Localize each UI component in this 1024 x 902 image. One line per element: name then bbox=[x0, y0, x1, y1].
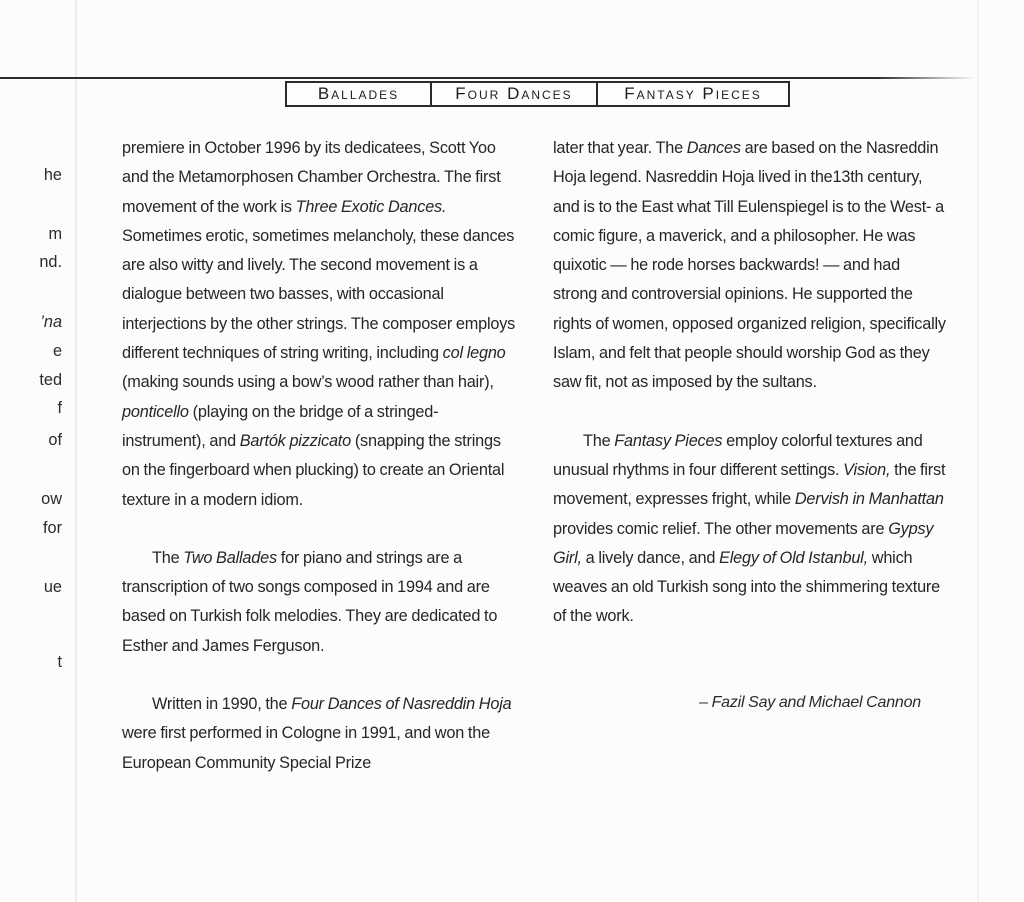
tab-fantasy-pieces bbox=[596, 83, 788, 105]
italic-text-run: col legno bbox=[442, 344, 506, 363]
text-run: were first performed in Cologne in 1991, and won the European Community Special Prize bbox=[122, 724, 490, 772]
tab-four-dances bbox=[430, 83, 596, 105]
paragraph bbox=[553, 427, 947, 632]
paragraph bbox=[122, 544, 520, 661]
cutoff-text-fragment: ’na bbox=[40, 313, 62, 331]
right-column-paragraphs bbox=[553, 134, 947, 632]
italic-text-run: Four Dances of Nasreddin Hoja bbox=[291, 695, 512, 714]
right-text-column bbox=[553, 134, 947, 717]
text-run: (playing on the bridge of a stringed- instrument), and bbox=[122, 402, 439, 450]
cutoff-text-fragment: he bbox=[43, 166, 62, 184]
italic-text-run: Three Exotic Dances. bbox=[295, 197, 447, 216]
cutoff-text-fragment: ted bbox=[39, 371, 62, 389]
margin-fragments-strip bbox=[0, 0, 64, 902]
cutoff-text-fragment: ow bbox=[41, 490, 62, 508]
paragraph bbox=[122, 134, 520, 515]
cutoff-text-fragment: t bbox=[57, 653, 62, 671]
page-edge-line bbox=[977, 0, 979, 902]
text-run: The bbox=[152, 548, 184, 567]
page-fold-line bbox=[75, 0, 77, 902]
cutoff-text-fragment: nd. bbox=[39, 253, 62, 271]
text-run: are based on the Nasreddin Hoja legend. Nasreddin Hoja lived in the13th century, and is to the East what Till Eulenspiegel is to the West- a comic figure, a maverick, and a philosopher. He was quixotic — he rode horses backwards! — and had strong and controversial opinions. He supported the rights of women, opposed organized religion, specifically Islam, and felt that people should worship God as they saw fit, not as imposed by the sultans. bbox=[553, 139, 946, 392]
italic-text-run: Elegy of Old Istanbul, bbox=[719, 548, 868, 567]
text-run: Written in 1990, the bbox=[152, 695, 292, 714]
text-run: a lively dance, and bbox=[581, 548, 720, 567]
italic-text-run: Bartók pizzicato bbox=[239, 431, 351, 450]
cutoff-text-fragment: e bbox=[52, 342, 62, 360]
cutoff-text-fragment: f bbox=[57, 399, 62, 417]
text-run: later that year. The bbox=[553, 139, 687, 157]
cutoff-text-fragment: of bbox=[48, 431, 62, 449]
paragraph bbox=[122, 690, 520, 778]
text-run: the first movement, expresses fright, while bbox=[553, 460, 946, 509]
italic-text-run: ponticello bbox=[122, 402, 189, 421]
italic-text-run: Two Ballades bbox=[183, 548, 277, 567]
section-tab-bar bbox=[285, 81, 790, 107]
italic-text-run: Vision, bbox=[843, 460, 891, 479]
text-run: Sometimes erotic, sometimes melancholy, these dances are also witty and lively. The second movement is a dialogue between two basses, with occasional interjections by the other strings. The composer employs different techniques of string writing, including bbox=[122, 226, 516, 363]
tab-ballades bbox=[287, 83, 430, 105]
italic-text-run: Dances bbox=[686, 139, 741, 157]
text-run: provides comic relief. The other movements are bbox=[553, 519, 889, 538]
text-run: (making sounds using a bow’s wood rather than hair), bbox=[122, 373, 494, 392]
italic-text-run: Fantasy Pieces bbox=[614, 431, 723, 450]
cutoff-text-fragment: m bbox=[48, 225, 62, 243]
author-signature: – Fazil Say and Michael Cannon bbox=[699, 693, 921, 711]
text-run: employ colorful textures and unusual rhythms in four different settings. bbox=[553, 431, 923, 479]
paragraph bbox=[553, 134, 947, 398]
text-run: premiere in October 1996 by its dedicatees, Scott Yoo and the Metamorphosen Chamber Orchestra. The first movement of the work is bbox=[122, 139, 501, 216]
italic-text-run: Dervish in Manhattan bbox=[794, 490, 944, 509]
left-text-column bbox=[122, 134, 520, 807]
text-run: (snapping the strings on the fingerboard when plucking) to create an Oriental texture in a modern idiom. bbox=[122, 431, 505, 509]
text-run: which weaves an old Turkish song into the shimmering texture of the work. bbox=[553, 548, 941, 626]
header-rule bbox=[0, 77, 975, 79]
tab-ballades-label: Ballades bbox=[317, 84, 400, 103]
tab-four-dances-label: Four Dances bbox=[455, 84, 573, 103]
italic-text-run: Gypsy Girl, bbox=[553, 519, 934, 567]
text-run: for piano and strings are a transcription of two songs composed in 1994 and are based on Turkish folk melodies. They are dedicated to Esther and James Ferguson. bbox=[122, 548, 498, 655]
tab-fantasy-pieces-label: Fantasy Pieces bbox=[624, 84, 762, 103]
cutoff-text-fragment: for bbox=[42, 519, 62, 537]
cutoff-text-fragment: ue bbox=[43, 578, 62, 596]
text-run: The bbox=[583, 431, 615, 450]
